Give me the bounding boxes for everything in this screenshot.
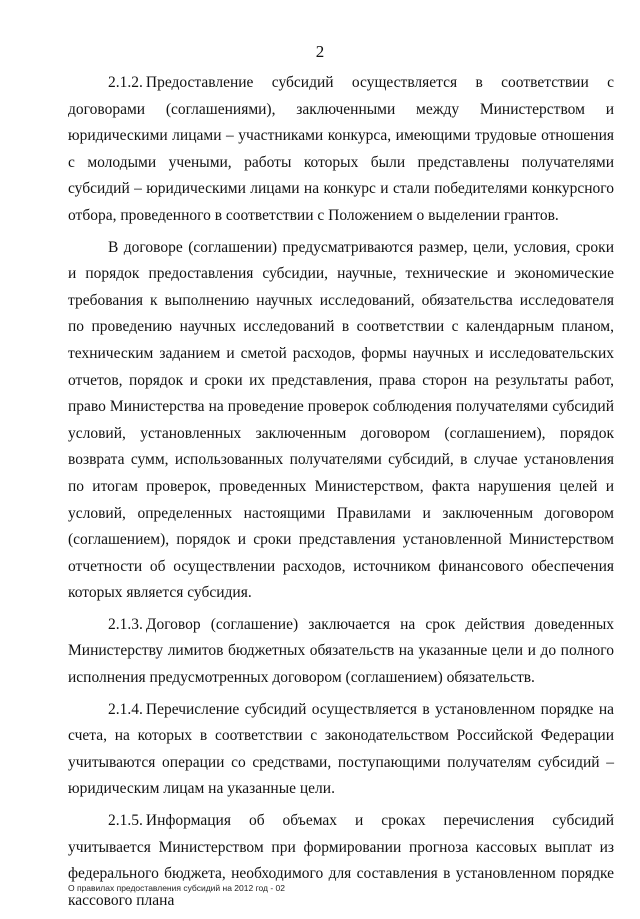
- paragraph-number: 2.1.3.: [108, 615, 143, 633]
- paragraph-number: 2.1.5.: [108, 812, 143, 830]
- paragraph-number: 2.1.2.: [108, 74, 143, 91]
- paragraph-2-1-3: [68, 612, 614, 692]
- paragraph-text: Предоставление субсидий осуществляется в соответствии с договорами (соглашениями), заключенными между Министерством и юридическими лицами – участниками конкурса, имеющими трудовые отношения с молодыми учеными, работы которых были представлены получателями субсидий – юридическими лицами на конкурс и стали победителями конкурсного отбора, проведенного в соответствии с Положением о выделении грантов.: [68, 74, 614, 224]
- paragraph-text: Информация об объемах и сроках перечисления субсидий учитывается Министерством при формировании прогноза кассовых выплат из федерального бюджета, необходимого для составления в установленном порядке кассового плана: [68, 812, 614, 909]
- paragraph-text: Договор (соглашение) заключается на срок действия доведенных Министерству лимитов бюджетных обязательств на указанные цели и до полного исполнения предусмотренных договором (соглашением) обязательств.: [68, 615, 614, 687]
- paragraph-2-1-4: [68, 697, 614, 803]
- paragraph-agreement-terms: [68, 235, 614, 607]
- footer-document-id: О правилах предоставления субсидий на 2012 год - 02: [68, 883, 285, 893]
- paragraph-number: 2.1.4.: [108, 700, 143, 718]
- paragraph-2-1-5: [68, 808, 614, 914]
- document-body: [68, 70, 614, 919]
- paragraph-2-1-2: [68, 70, 614, 230]
- page-number: 2: [315, 42, 325, 61]
- paragraph-text: Перечисление субсидий осуществляется в установленном порядке на счета, на которых в соответствии с законодательством Российской Федерации учитываются операции со средствами, поступающими получателям субсидий – юридическим лицам на указанные цели.: [68, 700, 614, 798]
- paragraph-text: В договоре (соглашении) предусматриваются размер, цели, условия, сроки и порядок предоставления субсидии, научные, технические и экономические требования к выполнению научных исследований, обязательства исследователя по проведению научных исследований в соответствии с календарным планом, техническим заданием и сметой расходов, формы научных и исследовательских отчетов, порядок и сроки их представления, права сторон на результаты работ, право Министерства на проведение проверок соблюдения получателями субсидий условий, установленных заключенным договором (соглашением), порядок возврата сумм, использованных получателями субсидий, в случае установления по итогам проверок, проведенных Министерством, факта нарушения целей и условий, определенных настоящими Правилами и заключенным договором (соглашением), порядок и сроки представления установленной Министерством отчетности об осуществлении расходов, источником финансового обеспечения которых является субсидия.: [68, 238, 614, 602]
